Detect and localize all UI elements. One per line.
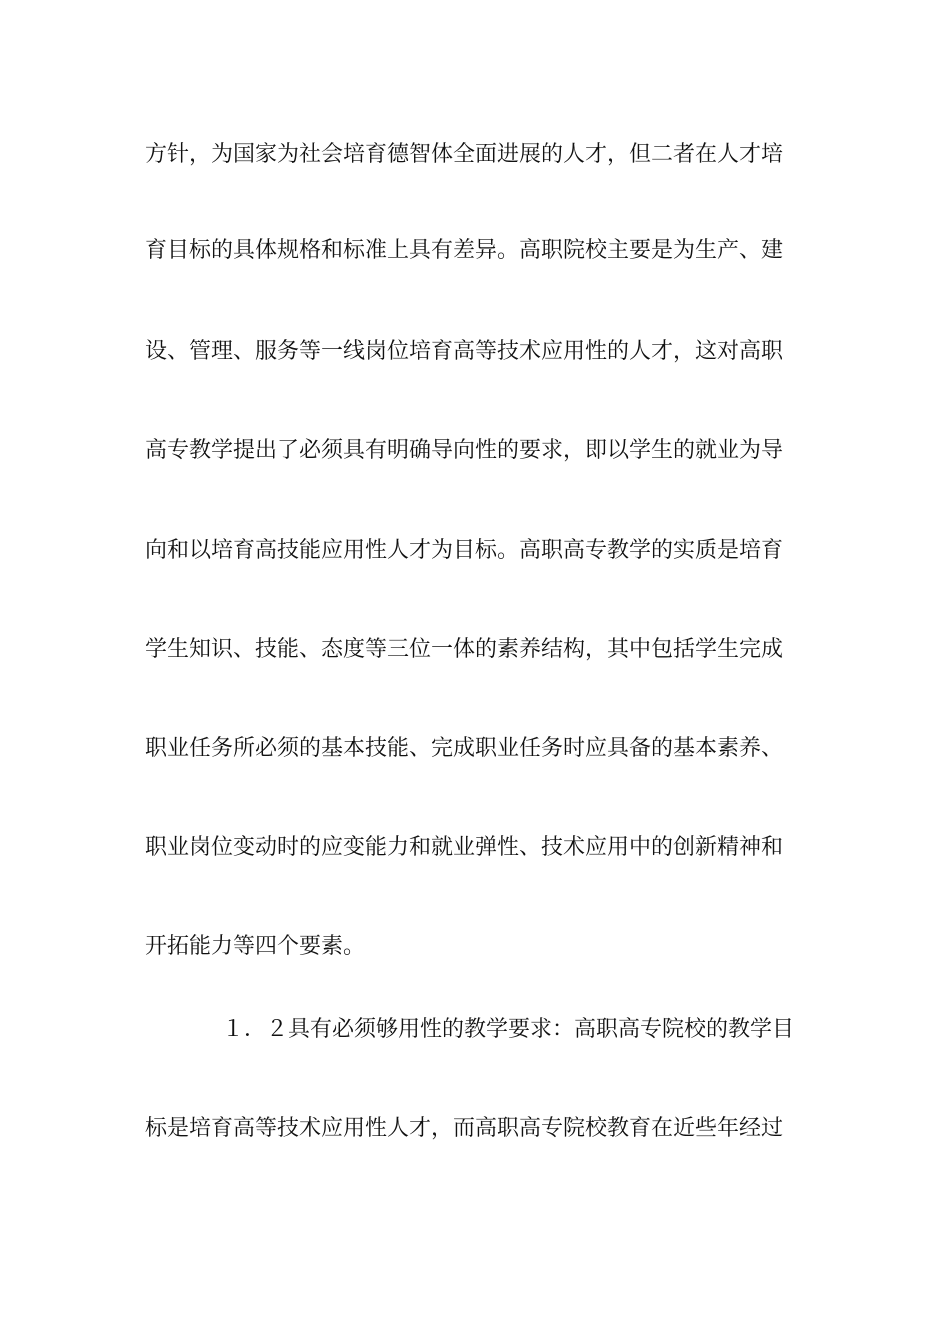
text-line-3: 设、管理、服务等一线岗位培育高等技术应用性的人才，这对高职 [145,339,784,364]
text-line-11: 标是培育高等技术应用性人才，而高职高专院校教育在近些年经过 [145,1116,784,1141]
text-line-9: 开拓能力等四个要素。 [145,934,366,959]
text-line-1: 方针，为国家为社会培育德智体全面进展的人才，但二者在人才培 [145,142,784,167]
text-line-8: 职业岗位变动时的应变能力和就业弹性、技术应用中的创新精神和 [145,835,784,860]
text-line-5: 向和以培育高技能应用性人才为目标。高职高专教学的实质是培育 [145,538,784,563]
text-line-4: 高专教学提出了必须具有明确导向性的要求，即以学生的就业为导 [145,438,784,463]
text-line-7: 职业任务所必须的基本技能、完成职业任务时应具备的基本素养、 [145,736,784,761]
text-line-2: 育目标的具体规格和标准上具有差异。高职院校主要是为生产、建 [145,238,784,263]
section-heading-line: １．２具有必须够用性的教学要求：高职高专院校的教学目 [222,1017,795,1042]
text-line-6: 学生知识、技能、态度等三位一体的素养结构，其中包括学生完成 [145,637,784,662]
